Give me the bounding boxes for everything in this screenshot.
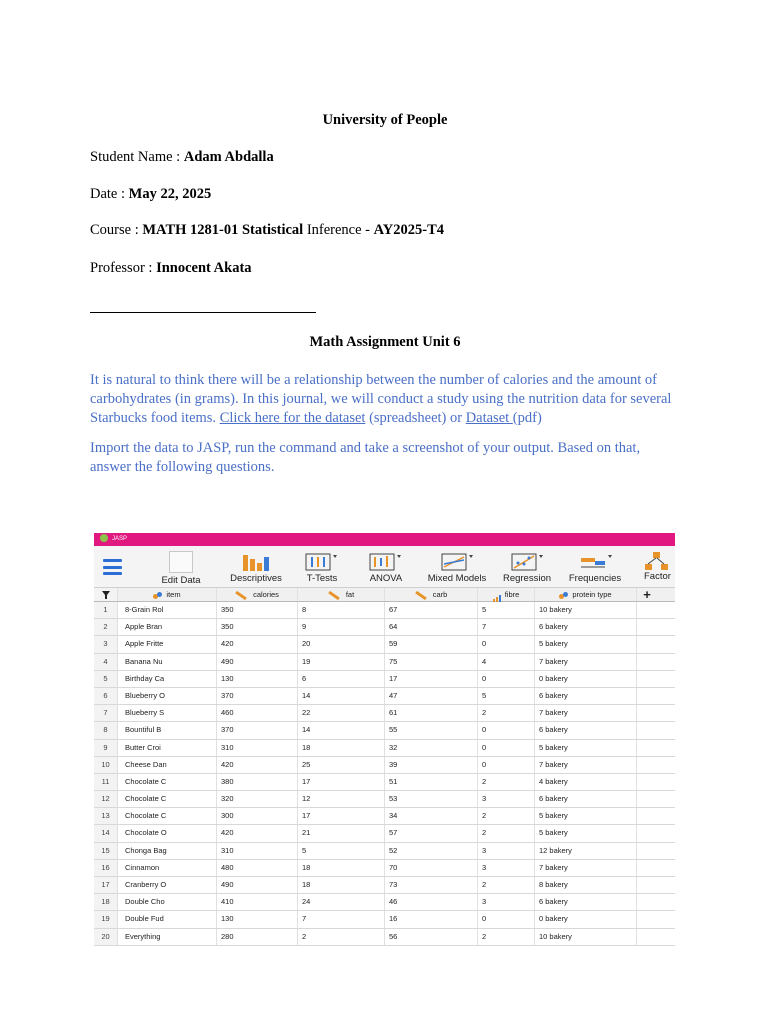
intro-mid: (spreadsheet) or bbox=[365, 410, 466, 426]
professor-name: Innocent Akata bbox=[156, 260, 252, 276]
column-header-calories[interactable] bbox=[217, 588, 298, 601]
descriptives-button[interactable] bbox=[226, 551, 286, 584]
table-cell[interactable]: 6 bakery bbox=[535, 722, 637, 738]
table-cell[interactable]: 0 bbox=[478, 757, 535, 773]
table-cell[interactable]: 2 bbox=[298, 929, 385, 945]
column-header-item[interactable] bbox=[118, 588, 217, 601]
table-cell[interactable]: 25 bbox=[298, 757, 385, 773]
ttest-icon bbox=[305, 551, 339, 571]
table-cell[interactable]: 130 bbox=[217, 671, 298, 687]
column-header-label: carb bbox=[432, 590, 448, 599]
table-cell[interactable]: 130 bbox=[217, 911, 298, 927]
table-cell[interactable]: 420 bbox=[217, 825, 298, 841]
table-cell[interactable]: 52 bbox=[385, 843, 478, 859]
anova-button[interactable] bbox=[363, 551, 409, 584]
table-cell[interactable]: Double Fud bbox=[118, 911, 217, 927]
table-cell[interactable]: 280 bbox=[217, 929, 298, 945]
student-label: Student Name : bbox=[90, 149, 184, 165]
table-row[interactable] bbox=[94, 911, 675, 928]
student-name: Adam Abdalla bbox=[183, 149, 274, 165]
table-cell[interactable]: 61 bbox=[385, 705, 478, 721]
factor-icon bbox=[644, 551, 670, 571]
anova-icon bbox=[369, 551, 403, 571]
regression-label: Regression bbox=[502, 573, 552, 584]
column-header-label: protein type bbox=[572, 590, 612, 599]
table-cell[interactable]: 9 bbox=[298, 619, 385, 635]
row-number: 18 bbox=[94, 894, 118, 910]
table-cell[interactable]: 0 bbox=[478, 722, 535, 738]
table-cell[interactable]: 420 bbox=[217, 757, 298, 773]
table-cell[interactable]: 5 bbox=[478, 602, 535, 618]
date-value: May 22, 2025 bbox=[128, 186, 212, 202]
table-row[interactable] bbox=[94, 894, 675, 911]
filter-icon[interactable] bbox=[94, 588, 118, 601]
table-cell[interactable]: 22 bbox=[298, 705, 385, 721]
table-cell[interactable]: 370 bbox=[217, 722, 298, 738]
table-cell[interactable]: Chocolate C bbox=[118, 808, 217, 824]
frequencies-button[interactable] bbox=[564, 551, 626, 584]
table-cell[interactable]: Double Cho bbox=[118, 894, 217, 910]
table-cell[interactable]: 39 bbox=[385, 757, 478, 773]
course-middle: Inference - bbox=[303, 222, 374, 238]
factor-label: Factor bbox=[644, 571, 671, 582]
table-cell[interactable]: 490 bbox=[217, 877, 298, 893]
column-header-label: fibre bbox=[504, 590, 520, 599]
regression-icon bbox=[509, 551, 545, 571]
add-column-icon[interactable]: + bbox=[643, 587, 651, 602]
institution-title: University of People bbox=[322, 112, 448, 128]
table-cell[interactable]: 14 bbox=[298, 688, 385, 704]
table-cell[interactable]: 14 bbox=[298, 722, 385, 738]
table-cell[interactable]: 10 bakery bbox=[535, 602, 637, 618]
table-cell[interactable]: 490 bbox=[217, 654, 298, 670]
row-number: 2 bbox=[94, 619, 118, 635]
row-number: 5 bbox=[94, 671, 118, 687]
row-number: 20 bbox=[94, 929, 118, 945]
table-row[interactable] bbox=[94, 602, 675, 619]
table-cell[interactable]: 6 bbox=[298, 671, 385, 687]
intro-paragraph bbox=[90, 371, 680, 428]
table-cell[interactable]: 56 bbox=[385, 929, 478, 945]
course-label: Course : bbox=[90, 222, 143, 238]
frequencies-icon bbox=[575, 551, 615, 571]
table-cell[interactable]: Chocolate C bbox=[118, 791, 217, 807]
table-cell[interactable]: 7 bakery bbox=[535, 705, 637, 721]
row-number: 9 bbox=[94, 740, 118, 756]
table-cell[interactable]: 12 bakery bbox=[535, 843, 637, 859]
table-cell[interactable]: 5 bakery bbox=[535, 636, 637, 652]
table-cell[interactable]: 70 bbox=[385, 860, 478, 876]
jasp-data-table bbox=[94, 588, 675, 946]
table-row[interactable] bbox=[94, 825, 675, 842]
row-number: 7 bbox=[94, 705, 118, 721]
intro-end: (pdf) bbox=[512, 410, 542, 426]
table-cell[interactable]: 310 bbox=[217, 740, 298, 756]
row-number: 1 bbox=[94, 602, 118, 618]
table-cell[interactable]: 16 bbox=[385, 911, 478, 927]
table-cell[interactable]: Banana Nu bbox=[118, 654, 217, 670]
row-number: 10 bbox=[94, 757, 118, 773]
table-cell[interactable]: 5 bbox=[298, 843, 385, 859]
scale-icon bbox=[415, 590, 427, 599]
table-row[interactable] bbox=[94, 671, 675, 688]
column-header-label: item bbox=[166, 590, 181, 599]
mixed-models-button[interactable] bbox=[425, 551, 489, 584]
table-cell[interactable]: 21 bbox=[298, 825, 385, 841]
table-cell[interactable]: 6 bakery bbox=[535, 688, 637, 704]
table-cell[interactable]: 320 bbox=[217, 791, 298, 807]
course-line bbox=[90, 222, 444, 239]
table-cell[interactable]: 12 bbox=[298, 791, 385, 807]
table-cell[interactable]: 75 bbox=[385, 654, 478, 670]
table-row[interactable] bbox=[94, 757, 675, 774]
course-code: MATH 1281-01 Statistical bbox=[142, 222, 304, 238]
table-row[interactable] bbox=[94, 929, 675, 946]
ttests-button[interactable] bbox=[299, 551, 345, 584]
table-cell[interactable]: Butter Croi bbox=[118, 740, 217, 756]
scale-icon bbox=[235, 590, 247, 599]
row-number: 3 bbox=[94, 636, 118, 652]
table-row[interactable] bbox=[94, 636, 675, 653]
table-row[interactable] bbox=[94, 808, 675, 825]
table-cell[interactable]: 370 bbox=[217, 688, 298, 704]
ordinal-icon bbox=[493, 589, 502, 602]
assignment-title: Math Assignment Unit 6 bbox=[309, 334, 461, 350]
table-row[interactable] bbox=[94, 877, 675, 894]
row-number: 12 bbox=[94, 791, 118, 807]
table-cell[interactable]: 47 bbox=[385, 688, 478, 704]
table-cell[interactable]: 3 bbox=[478, 860, 535, 876]
row-number: 14 bbox=[94, 825, 118, 841]
table-cell[interactable]: 17 bbox=[385, 671, 478, 687]
table-cell[interactable]: 10 bakery bbox=[535, 929, 637, 945]
table-cell[interactable]: 3 bbox=[478, 791, 535, 807]
table-cell[interactable]: 4 bbox=[478, 654, 535, 670]
table-cell[interactable]: 5 bakery bbox=[535, 808, 637, 824]
table-cell[interactable]: 3 bbox=[478, 843, 535, 859]
menu-icon[interactable] bbox=[103, 559, 122, 579]
row-number: 8 bbox=[94, 722, 118, 738]
table-cell[interactable]: 310 bbox=[217, 843, 298, 859]
column-header-fat[interactable] bbox=[298, 588, 385, 601]
table-cell[interactable]: 300 bbox=[217, 808, 298, 824]
column-header-carb[interactable] bbox=[385, 588, 478, 601]
dataset-pdf-link[interactable]: Dataset bbox=[465, 410, 513, 426]
row-number: 11 bbox=[94, 774, 118, 790]
dataset-link[interactable]: Click here for the dataset bbox=[219, 410, 366, 426]
table-cell[interactable]: 410 bbox=[217, 894, 298, 910]
intro-text: It is natural to think there will be a relationship between the number of calories and the amount of carbohydrates (in grams). In this journal, we will conduct a study using the nutrition data for several Starbucks food items. bbox=[90, 372, 672, 426]
table-cell[interactable]: 73 bbox=[385, 877, 478, 893]
table-cell[interactable]: 420 bbox=[217, 636, 298, 652]
table-cell[interactable]: 53 bbox=[385, 791, 478, 807]
row-number: 17 bbox=[94, 877, 118, 893]
table-cell[interactable]: 2 bbox=[478, 825, 535, 841]
table-row[interactable] bbox=[94, 705, 675, 722]
table-cell[interactable]: 3 bbox=[478, 894, 535, 910]
jasp-titlebar bbox=[94, 533, 675, 546]
table-row[interactable] bbox=[94, 843, 675, 860]
table-row[interactable] bbox=[94, 740, 675, 757]
table-cell[interactable]: Cheese Dan bbox=[118, 757, 217, 773]
table-cell[interactable]: Blueberry O bbox=[118, 688, 217, 704]
table-row[interactable] bbox=[94, 791, 675, 808]
table-cell[interactable]: 59 bbox=[385, 636, 478, 652]
table-cell[interactable]: 0 bbox=[478, 671, 535, 687]
table-cell[interactable]: Cranberry O bbox=[118, 877, 217, 893]
edit-data-label: Edit Data bbox=[161, 575, 201, 586]
nominal-text-icon bbox=[153, 592, 162, 599]
table-cell[interactable]: 2 bbox=[478, 877, 535, 893]
table-cell[interactable]: 17 bbox=[298, 808, 385, 824]
table-cell[interactable]: 24 bbox=[298, 894, 385, 910]
table-cell[interactable]: 55 bbox=[385, 722, 478, 738]
column-header-fibre[interactable] bbox=[478, 588, 535, 601]
table-cell[interactable]: 350 bbox=[217, 619, 298, 635]
table-cell[interactable]: 19 bbox=[298, 654, 385, 670]
table-cell[interactable]: 0 bbox=[478, 911, 535, 927]
table-cell[interactable]: Everything bbox=[118, 929, 217, 945]
table-cell[interactable]: 350 bbox=[217, 602, 298, 618]
table-cell[interactable]: 6 bakery bbox=[535, 894, 637, 910]
table-cell[interactable]: 460 bbox=[217, 705, 298, 721]
professor-label: Professor : bbox=[90, 260, 157, 276]
table-cell[interactable]: 18 bbox=[298, 877, 385, 893]
column-header-label: fat bbox=[345, 590, 355, 599]
table-cell[interactable]: 5 bakery bbox=[535, 825, 637, 841]
scale-icon bbox=[328, 590, 340, 599]
edit-data-button[interactable] bbox=[156, 551, 206, 586]
table-cell[interactable]: 46 bbox=[385, 894, 478, 910]
table-cell[interactable]: 32 bbox=[385, 740, 478, 756]
nominal-text-icon bbox=[559, 592, 568, 599]
date-label: Date : bbox=[90, 186, 129, 202]
table-cell[interactable]: 8 bbox=[298, 602, 385, 618]
table-cell[interactable]: 64 bbox=[385, 619, 478, 635]
table-cell[interactable]: Bountiful B bbox=[118, 722, 217, 738]
table-cell[interactable]: 380 bbox=[217, 774, 298, 790]
table-cell[interactable]: 4 bakery bbox=[535, 774, 637, 790]
table-cell[interactable]: 8-Grain Rol bbox=[118, 602, 217, 618]
descriptives-label: Descriptives bbox=[230, 573, 282, 584]
table-cell[interactable]: 2 bbox=[478, 774, 535, 790]
ttests-label: T-Tests bbox=[306, 573, 338, 584]
table-cell[interactable]: Chocolate C bbox=[118, 774, 217, 790]
separator-rule bbox=[90, 312, 316, 313]
bar-chart-icon bbox=[242, 551, 270, 571]
row-number: 19 bbox=[94, 911, 118, 927]
table-cell[interactable]: 7 bbox=[478, 619, 535, 635]
table-cell[interactable]: 0 bakery bbox=[535, 911, 637, 927]
row-number: 15 bbox=[94, 843, 118, 859]
table-cell[interactable]: 0 bbox=[478, 636, 535, 652]
table-row[interactable] bbox=[94, 722, 675, 739]
table-cell[interactable]: 2 bbox=[478, 929, 535, 945]
table-header-row bbox=[94, 588, 675, 602]
table-cell[interactable]: 18 bbox=[298, 740, 385, 756]
table-cell[interactable]: 480 bbox=[217, 860, 298, 876]
column-header-protein-type[interactable] bbox=[535, 588, 637, 601]
table-row[interactable] bbox=[94, 774, 675, 791]
column-header-label: calories bbox=[253, 590, 279, 599]
row-number: 4 bbox=[94, 654, 118, 670]
table-cell[interactable]: 2 bbox=[478, 808, 535, 824]
table-cell[interactable]: 0 bbox=[478, 740, 535, 756]
table-cell[interactable]: 34 bbox=[385, 808, 478, 824]
jasp-app-title: JASP bbox=[112, 536, 128, 542]
table-cell[interactable]: 7 bakery bbox=[535, 757, 637, 773]
table-cell[interactable]: 51 bbox=[385, 774, 478, 790]
spreadsheet-icon bbox=[169, 551, 193, 573]
table-cell[interactable]: 0 bakery bbox=[535, 671, 637, 687]
mixed-models-label: Mixed Models bbox=[427, 573, 487, 584]
student-line bbox=[90, 149, 274, 166]
table-cell[interactable]: Apple Fritte bbox=[118, 636, 217, 652]
table-cell[interactable]: 6 bakery bbox=[535, 791, 637, 807]
jasp-logo-icon bbox=[100, 534, 108, 542]
course-term: AY2025-T4 bbox=[373, 222, 444, 238]
table-body bbox=[94, 602, 675, 946]
table-cell[interactable]: 2 bbox=[478, 705, 535, 721]
table-cell[interactable]: 57 bbox=[385, 825, 478, 841]
table-cell[interactable]: 5 bbox=[478, 688, 535, 704]
table-cell[interactable]: Cinnamon bbox=[118, 860, 217, 876]
table-cell[interactable]: Birthday Ca bbox=[118, 671, 217, 687]
instruction-paragraph: Import the data to JASP, run the command and take a screenshot of your output. Based on that, answer the following questions. bbox=[90, 440, 641, 475]
table-cell[interactable]: 6 bakery bbox=[535, 619, 637, 635]
table-cell[interactable]: 7 bakery bbox=[535, 860, 637, 876]
table-cell[interactable]: Apple Bran bbox=[118, 619, 217, 635]
regression-button[interactable] bbox=[499, 551, 555, 584]
jasp-screenshot bbox=[94, 533, 675, 941]
date-line bbox=[90, 186, 211, 203]
professor-line bbox=[90, 260, 252, 277]
table-cell[interactable]: 20 bbox=[298, 636, 385, 652]
table-cell[interactable]: Chocolate O bbox=[118, 825, 217, 841]
table-row[interactable] bbox=[94, 654, 675, 671]
table-cell[interactable]: Blueberry S bbox=[118, 705, 217, 721]
table-cell[interactable]: Chonga Bag bbox=[118, 843, 217, 859]
table-cell[interactable]: 17 bbox=[298, 774, 385, 790]
table-cell[interactable]: 67 bbox=[385, 602, 478, 618]
jasp-ribbon bbox=[94, 546, 675, 588]
mixed-models-icon bbox=[439, 551, 475, 571]
anova-label: ANOVA bbox=[369, 573, 403, 584]
table-cell[interactable]: 18 bbox=[298, 860, 385, 876]
table-cell[interactable]: 7 bbox=[298, 911, 385, 927]
table-row[interactable] bbox=[94, 860, 675, 877]
row-number: 13 bbox=[94, 808, 118, 824]
table-cell[interactable]: 7 bakery bbox=[535, 654, 637, 670]
table-cell[interactable]: 8 bakery bbox=[535, 877, 637, 893]
row-number: 6 bbox=[94, 688, 118, 704]
table-cell[interactable]: 5 bakery bbox=[535, 740, 637, 756]
factor-button[interactable] bbox=[644, 551, 684, 582]
frequencies-label: Frequencies bbox=[568, 573, 622, 584]
row-number: 16 bbox=[94, 860, 118, 876]
table-row[interactable] bbox=[94, 619, 675, 636]
table-row[interactable] bbox=[94, 688, 675, 705]
